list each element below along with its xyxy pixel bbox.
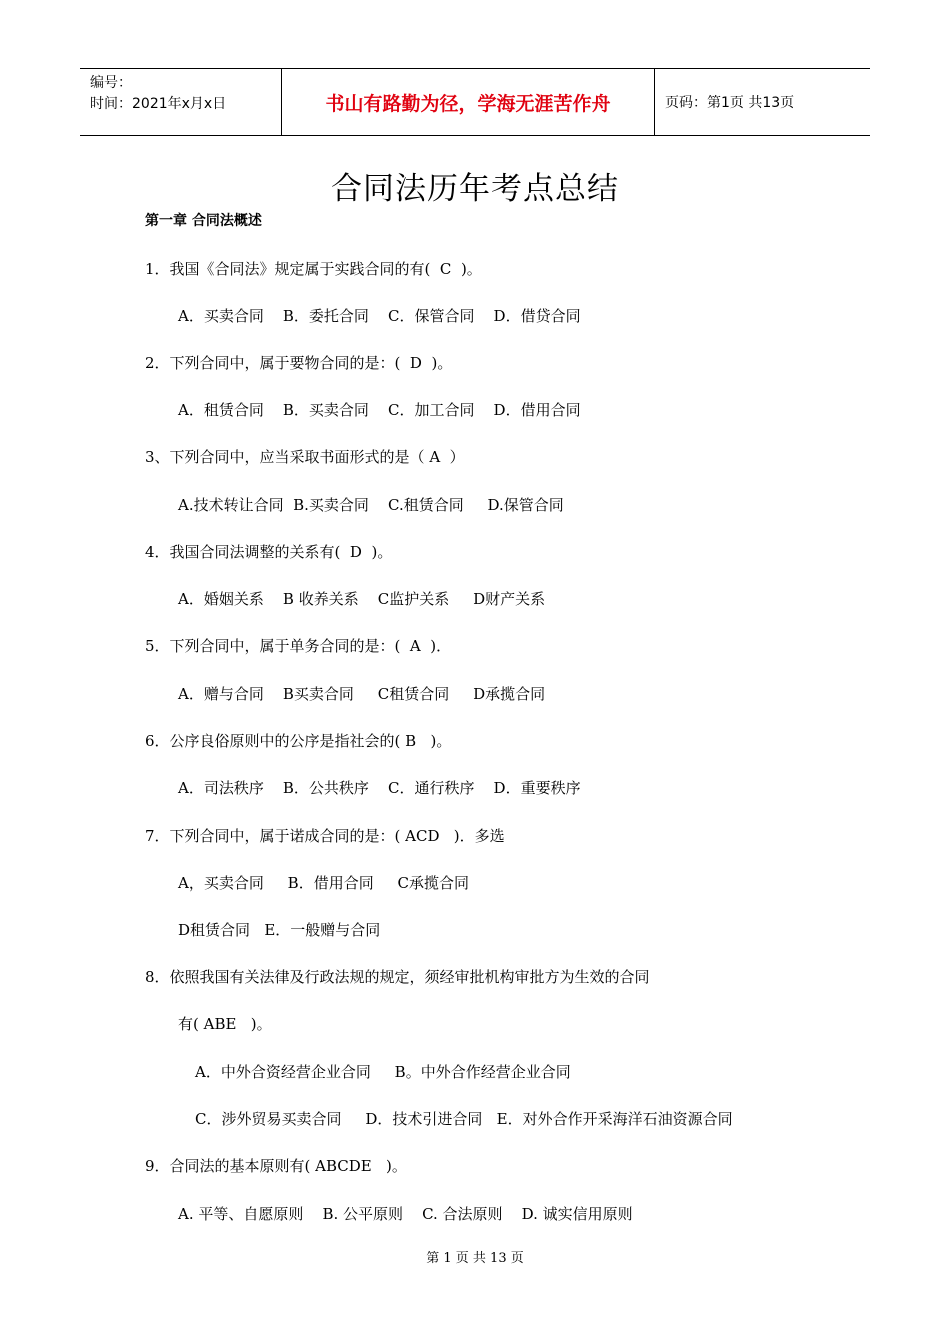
document-title: 合同法历年考点总结 — [331, 171, 619, 207]
header-page-info: 页码：第1页 共13页 — [665, 95, 795, 111]
question-2: 2．下列合同中，属于要物合同的是：( D )。 — [145, 354, 453, 372]
page-footer: 第 1 页 共 13 页 — [426, 1251, 524, 1266]
chapter-heading: 第一章 合同法概述 — [145, 213, 262, 229]
header-meta — [80, 69, 281, 135]
question-7-options-b: D租赁合同 E．一般赠与合同 — [178, 921, 381, 939]
question-1-options: A．买卖合同 B．委托合同 C．保管合同 D．借贷合同 — [178, 307, 581, 325]
question-3: 3、下列合同中，应当采取书面形式的是（ A ） — [145, 448, 465, 466]
time-label: 时间：2021年x月x日 — [90, 96, 227, 112]
question-4: 4．我国合同法调整的关系有( D )。 — [145, 543, 393, 561]
header-motto: 书山有路勤为径，学海无涯苦作舟 — [281, 69, 655, 135]
page-header — [80, 68, 870, 136]
question-6: 6．公序良俗原则中的公序是指社会的( B )。 — [145, 732, 452, 750]
question-8-options-b: C．涉外贸易买卖合同 D．技术引进合同 E．对外合作开采海洋石油资源合同 — [195, 1110, 733, 1128]
number-label: 编号： — [90, 75, 132, 91]
question-7: 7．下列合同中，属于诺成合同的是：( ACD )．多选 — [145, 827, 505, 845]
question-8-continuation: 有( ABE )。 — [178, 1015, 272, 1033]
question-8: 8．依照我国有关法律及行政法规的规定，须经审批机构审批方为生效的合同 — [145, 968, 650, 986]
question-2-options: A．租赁合同 B．买卖合同 C．加工合同 D．借用合同 — [178, 401, 581, 419]
question-6-options: A．司法秩序 B．公共秩序 C．通行秩序 D．重要秩序 — [178, 779, 581, 797]
question-9: 9．合同法的基本原则有( ABCDE )。 — [145, 1157, 407, 1175]
question-8-options-a: A．中外合资经营企业合同 B。中外合作经营企业合同 — [195, 1063, 571, 1081]
question-9-options: A. 平等、自愿原则 B. 公平原则 C. 合法原则 D. 诚实信用原则 — [178, 1205, 633, 1223]
question-7-options-a: A，买卖合同 B．借用合同 C承揽合同 — [178, 874, 470, 892]
question-5-options: A．赠与合同 B买卖合同 C租赁合同 D承揽合同 — [178, 685, 546, 703]
question-3-options: A.技术转让合同 B.买卖合同 C.租赁合同 D.保管合同 — [178, 496, 564, 514]
question-1: 1．我国《合同法》规定属于实践合同的有( C )。 — [145, 260, 482, 278]
question-5: 5．下列合同中，属于单务合同的是：( A )． — [145, 637, 452, 655]
question-4-options: A．婚姻关系 B 收养关系 C监护关系 D财产关系 — [178, 590, 546, 608]
